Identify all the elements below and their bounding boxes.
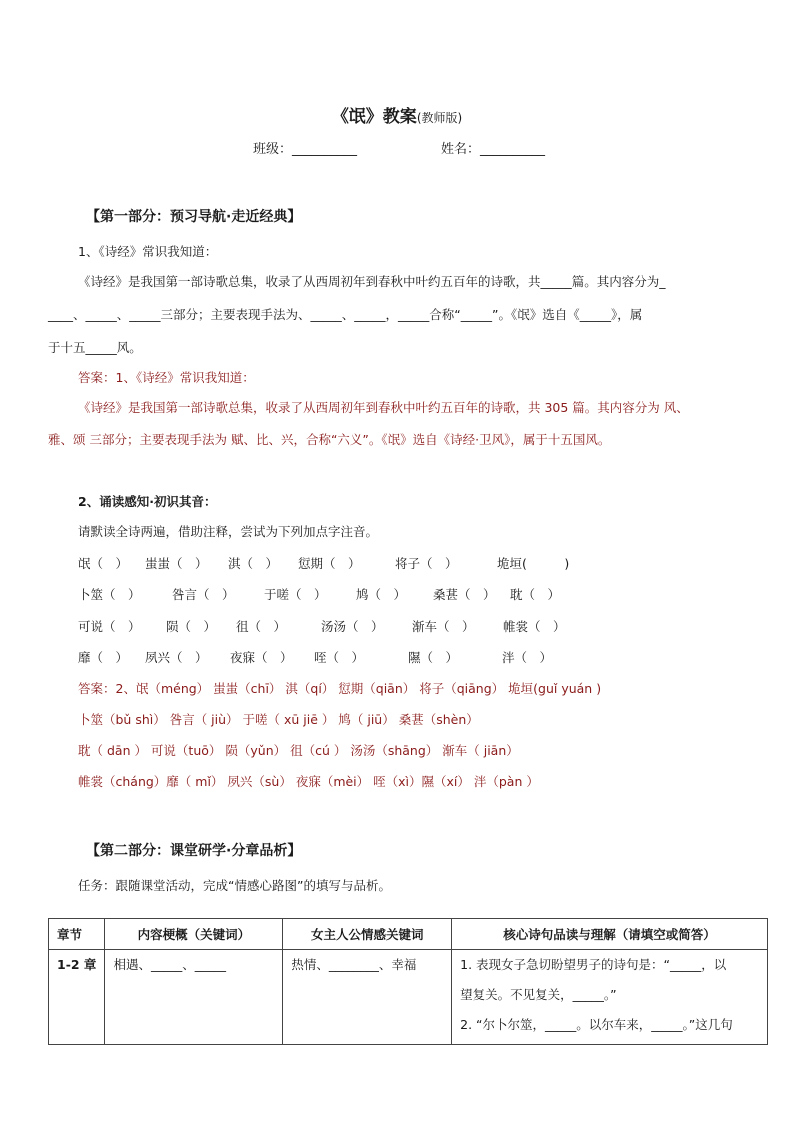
pinyin-item: 汤汤（ ） [321, 619, 384, 634]
q1-line: 于十五_____风。 [48, 340, 142, 355]
pinyin-item: 氓（ ） [78, 556, 129, 571]
header-chapter: 章节 [49, 919, 105, 950]
pinyin-item: 可说（ ） [78, 619, 141, 634]
pinyin-item: 靡（ ） [78, 650, 129, 665]
name-field: 姓名：__________ [441, 142, 546, 157]
pinyin-item: 蚩蚩（ ） [145, 556, 208, 571]
emotion-chart-table [48, 918, 768, 1045]
q1-line: ____、_____、_____三部分；主要表现手法为、_____、_____，_____合称“_____”。《氓》选自《_____》，属 [48, 307, 643, 322]
pinyin-item: 淇（ ） [228, 556, 279, 571]
q1-line: 《诗经》是我国第一部诗歌总集，收录了从西周初年到春秋中叶约五百年的诗歌，共_____篇。其内容分为_ [78, 274, 666, 289]
pinyin-item: 垝垣( ) [497, 556, 570, 571]
cell-summary: 相遇、_____、_____ [105, 950, 283, 1045]
header-emotion: 女主人公情感关键词 [283, 919, 452, 950]
pinyin-item: 帷裳（ ） [503, 619, 566, 634]
q2-intro: 请默读全诗两遍，借助注释，尝试为下列加点字注音。 [78, 524, 379, 539]
title-subtitle: (教师版) [416, 111, 463, 125]
pinyin-item: 夜寐（ ） [230, 650, 293, 665]
page-title [0, 102, 794, 127]
analysis-line: 望复关。不见复关，_____。” [460, 987, 617, 1002]
pinyin-item: 徂（ ） [236, 619, 287, 634]
pinyin-item: 夙兴（ ） [145, 650, 208, 665]
q2-heading: 2、诵读感知·初识其音： [78, 494, 217, 509]
pinyin-item: 鸠（ ） [356, 587, 407, 602]
pinyin-item: 于嗟（ ） [264, 587, 327, 602]
cell-emotion: 热情、________、幸福 [283, 950, 452, 1045]
pinyin-item: 将子（ ） [395, 556, 458, 571]
pinyin-item: 陨（ ） [166, 619, 217, 634]
answer1-line: 《诗经》是我国第一部诗歌总集，收录了从西周初年到春秋中叶约五百年的诗歌，共 305 篇。其内容分为 风、 [78, 400, 689, 415]
part1-heading: 【第一部分：预习导航·走近经典】 [86, 209, 302, 225]
answer1-heading: 答案：1、《诗经》常识我知道： [78, 370, 255, 385]
title-main: 《氓》教案 [331, 107, 417, 127]
pinyin-item: 耽（ ） [510, 587, 561, 602]
answer2-line: 帷裳（cháng）靡（ mǐ） 夙兴（sù） 夜寐（mèi） 咥（xì）隰（xí） 泮（pàn ） [78, 774, 539, 789]
analysis-line: 2. “尔卜尔筮，_____。以尔车来，_____。”这几句 [460, 1017, 733, 1032]
answer1-line: 雅、颂 三部分；主要表现手法为 赋、比、兴，合称“六义”。《氓》选自《诗经·卫风》，属于十五国风。 [48, 432, 611, 447]
pinyin-item: 咎言（ ） [172, 587, 235, 602]
answer2-line: 卜筮（bǔ shì） 咎言（ jiù） 于嗟（ xū jiē ） 鸠（ jiū） 桑葚（shèn） [78, 712, 479, 727]
answer2-line: 答案：2、氓（méng） 蚩蚩（chī） 淇（qí） 愆期（qiān） 将子（qiāng） 垝垣(guǐ yuán ) [78, 681, 602, 696]
class-field: 班级：__________ [253, 142, 358, 157]
pinyin-item: 渐车（ ） [412, 619, 475, 634]
pinyin-item: 桑葚（ ） [433, 587, 496, 602]
part2-task: 任务：跟随课堂活动，完成“情感心路图”的填写与品析。 [78, 878, 391, 893]
cell-chapter: 1-2 章 [49, 950, 105, 1045]
pinyin-item: 隰（ ） [408, 650, 459, 665]
part2-heading: 【第二部分：课堂研学·分章品析】 [86, 843, 302, 859]
header-analysis: 核心诗句品读与理解（请填空或简答） [452, 919, 768, 950]
pinyin-item: 泮（ ） [502, 650, 553, 665]
table-row [49, 950, 768, 1045]
analysis-line: 1. 表现女子急切盼望男子的诗句是：“_____，以 [460, 957, 727, 972]
header-summary: 内容梗概（关键词） [105, 919, 283, 950]
pinyin-item: 卜筮（ ） [78, 587, 141, 602]
table-header-row [49, 919, 768, 950]
pinyin-item: 愆期（ ） [298, 556, 361, 571]
answer2-line: 耽（ dān ） 可说（tuō） 陨（yǔn） 徂（cú ） 汤汤（shāng） 渐车（ jiān） [78, 743, 519, 758]
cell-analysis [452, 950, 768, 1045]
q1-heading: 1、《诗经》常识我知道： [78, 244, 218, 259]
pinyin-item: 咥（ ） [314, 650, 365, 665]
